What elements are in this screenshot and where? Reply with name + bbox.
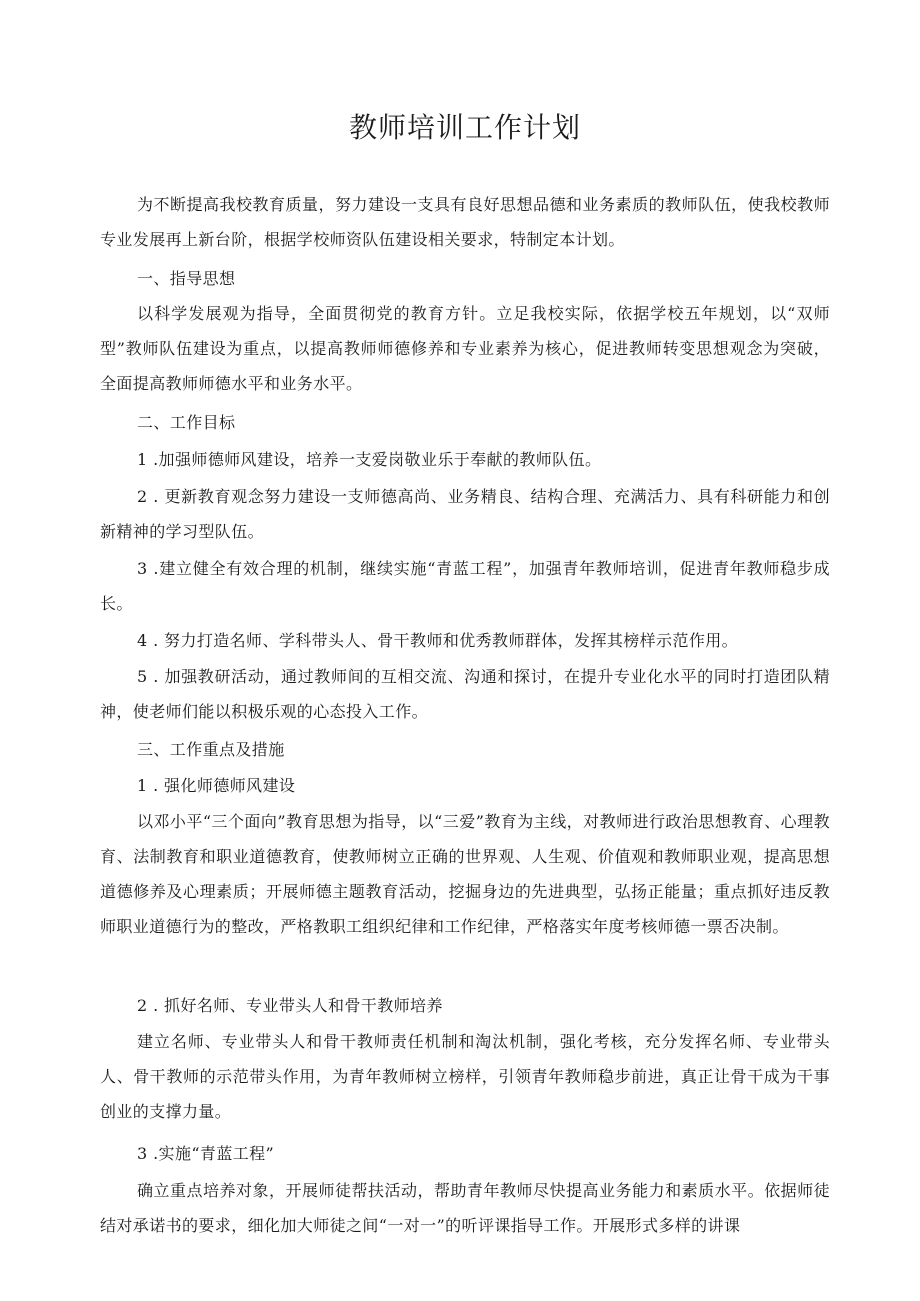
document-title: 教师培训工作计划: [348, 111, 581, 144]
measure-1-paragraph: 以邓小平“三个面向”教育思想为指导，以“三爱”教育为主线，对教师进行政治思想教育、心理教育、法制教育和职业道德教育，使教师树立正确的世界观、人生观、价值观和教师职业观，提高思想道德修养及心理素质；开展师德主题教育活动，挖掘身边的先进典型，弘扬正能量；重点抓好违反教师职业道德行为的整改，严格教职工组织纪律和工作纪律，严格落实年度考核师德一票否决制。: [100, 812, 830, 936]
section-heading-work-goals: 二、工作目标: [137, 413, 236, 432]
intro-paragraph: 为不断提高我校教育质量，努力建设一支具有良好思想品德和业务素质的教师队伍，使我校教师专业发展再上新台阶，根据学校师资队伍建设相关要求，特制定本计划。: [100, 195, 830, 249]
goal-item-5: 5 . 加强教研活动，通过教师间的互相交流、沟通和探讨，在提升专业化水平的同时打造团队精神，使老师们能以积极乐观的心态投入工作。: [100, 667, 830, 721]
section-heading-key-measures: 三、工作重点及措施: [137, 740, 285, 759]
measure-heading-2: 2 . 抓好名师、专业带头人和骨干教师培养: [137, 996, 443, 1015]
measure-2-paragraph: 建立名师、专业带头人和骨干教师责任机制和淘汰机制，强化考核，充分发挥名师、专业带头人、骨干教师的示范带头作用，为青年教师树立榜样，引领青年教师稳步前进，真正让骨干成为干事创业的支撑力量。: [100, 1032, 830, 1121]
measure-3-paragraph: 确立重点培养对象，开展师徒帮扶活动，帮助青年教师尽快提高业务能力和素质水平。依据师徒结对承诺书的要求，细化加大师徒之间“一对一”的听评课指导工作。开展形式多样的讲课: [100, 1181, 830, 1235]
section-heading-guiding-ideology: 一、指导思想: [137, 269, 236, 288]
measure-heading-3: 3 .实施“青蓝工程”: [137, 1144, 275, 1163]
goal-item-4: 4 . 努力打造名师、学科带头人、骨干教师和优秀教师群体，发挥其榜样示范作用。: [137, 631, 739, 650]
guiding-ideology-paragraph: 以科学发展观为指导，全面贯彻党的教育方针。立足我校实际，依据学校五年规划，以“双师型”教师队伍建设为重点，以提高教师师德修养和专业素养为核心，促进教师转变思想观念为突破，全面提高教师师德水平和业务水平。: [100, 304, 830, 393]
goal-item-1: 1 .加强师德师风建设，培养一支爱岗敬业乐于奉献的教师队伍。: [137, 450, 602, 469]
goal-item-2: 2 . 更新教育观念努力建设一支师德高尚、业务精良、结构合理、充满活力、具有科研能力和创新精神的学习型队伍。: [100, 487, 830, 541]
measure-heading-1: 1 . 强化师德师风建设: [137, 776, 296, 795]
goal-item-3: 3 .建立健全有效合理的机制，继续实施“青蓝工程”，加强青年教师培训，促进青年教师稳步成长。: [100, 559, 830, 613]
